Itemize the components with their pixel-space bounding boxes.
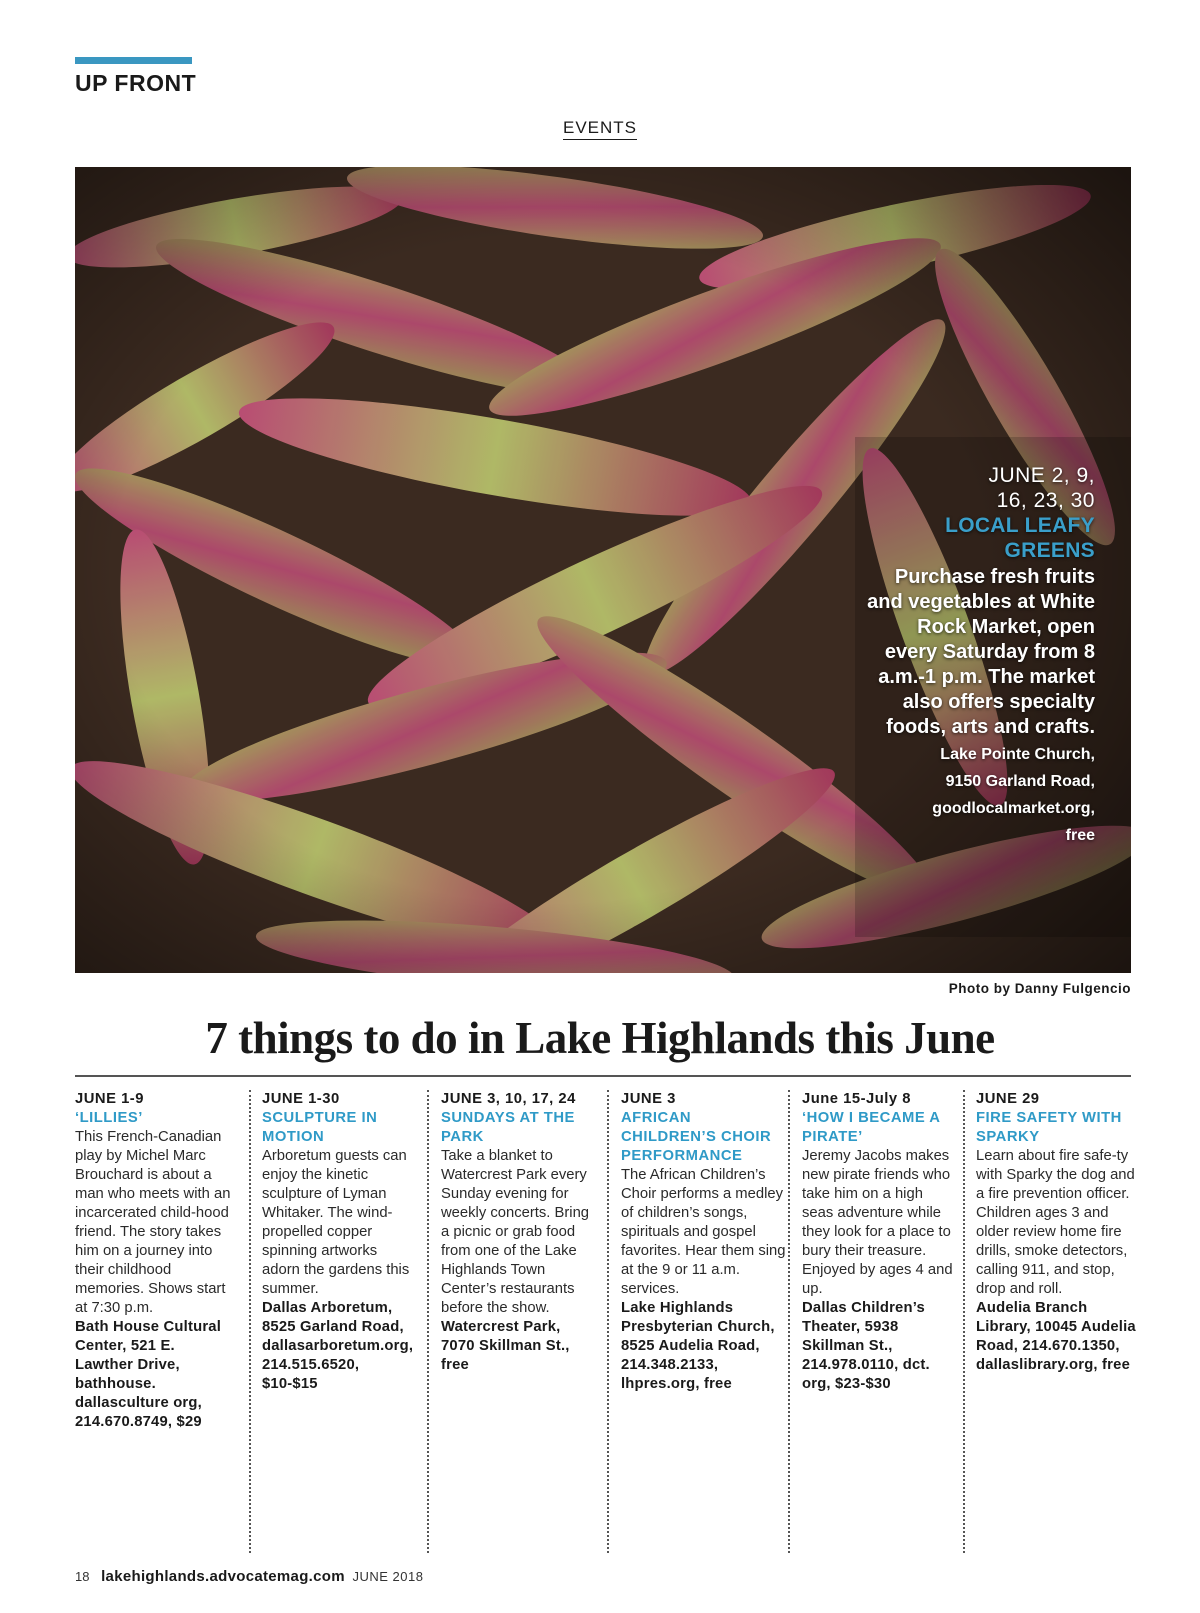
event-description: Take a blanket to Watercrest Park every Sunday evening for weekly concerts. Bring a picnic or grab food from one of the Lake Highlands Town Center’s restaurants before the show. — [441, 1148, 590, 1316]
photo-credit: Photo by Danny Fulgencio — [948, 981, 1131, 996]
event-title: ‘LILLIES’ — [75, 1110, 143, 1126]
page-number: 18 — [75, 1569, 90, 1584]
issue-date: JUNE 2018 — [352, 1569, 424, 1584]
event-info: Dallas Children’s Theater, 5938 Skillman St., 214.978.0110, dct. org, $23-$30 — [802, 1300, 930, 1392]
event-description: The African Children’s Choir performs a medley of children’s songs, spirituals and gospel favorites. Hear them sing at the 9 or 11 a.m. services. — [621, 1167, 786, 1297]
event-column-2 — [262, 1090, 417, 1394]
page-footer — [75, 1568, 423, 1585]
event-column-1 — [75, 1090, 235, 1432]
event-description: Arboretum guests can enjoy the kinetic sculpture of Lyman Whitaker. The wind-propelled copper spinning artworks adorn the gardens this summer. — [262, 1148, 410, 1297]
feature-photo — [75, 167, 1131, 973]
event-title: SCULPTURE IN MOTION — [262, 1110, 378, 1145]
event-title: ‘HOW I BECAME A PIRATE’ — [802, 1110, 940, 1145]
category-label — [0, 118, 1200, 138]
event-column-6 — [976, 1090, 1136, 1375]
feature-date-line-2: 16, 23, 30 — [996, 489, 1095, 512]
event-description: This French-Canadian play by Michel Marc Brouchard is about a man who meets with an incarcerated child-hood friend. The story takes him on a journey into their childhood memories. Shows start at 7:30 p.m. — [75, 1129, 231, 1316]
event-info: Audelia Branch Library, 10045 Audelia Road, 214.670.1350, dallaslibrary.org, free — [976, 1300, 1136, 1373]
headline-rule — [75, 1075, 1131, 1077]
event-description: Jeremy Jacobs makes new pirate friends who take him on a high seas adventure while they look for a place to bury their treasure. Enjoyed by ages 4 and up. — [802, 1148, 953, 1297]
column-divider — [788, 1090, 790, 1553]
column-divider — [249, 1090, 251, 1553]
feature-info-line-1: Lake Pointe Church, — [940, 746, 1095, 763]
event-column-4 — [621, 1090, 786, 1394]
column-divider — [963, 1090, 965, 1553]
feature-title-line-1: LOCAL LEAFY — [945, 514, 1095, 537]
event-date: JUNE 1-9 — [75, 1091, 144, 1107]
feature-title-line-2: GREENS — [1004, 539, 1095, 562]
event-date: JUNE 1-30 — [262, 1091, 340, 1107]
event-column-3 — [441, 1090, 598, 1375]
event-info: Lake Highlands Presbyterian Church, 8525 Audelia Road, 214.348.2133, lhpres.org, free — [621, 1300, 775, 1392]
section-label: UP FRONT — [75, 70, 197, 96]
event-info: Watercrest Park, 7070 Skillman St., free — [441, 1319, 570, 1373]
feature-info-line-4: free — [1065, 827, 1095, 844]
category-label-text: EVENTS — [563, 118, 637, 140]
event-info: Dallas Arboretum, 8525 Garland Road, dallasarboretum.org, 214.515.6520, $10-$15 — [262, 1300, 414, 1392]
feature-date-line-1: JUNE 2, 9, — [988, 464, 1095, 487]
event-date: JUNE 29 — [976, 1091, 1040, 1107]
event-title: SUNDAYS AT THE PARK — [441, 1110, 575, 1145]
feature-description: Purchase fresh fruits and vegetables at White Rock Market, open every Saturday from 8 a.m.-1 p.m. The market also offers specialty foods, arts and crafts. — [867, 566, 1095, 738]
column-divider — [607, 1090, 609, 1553]
column-divider — [427, 1090, 429, 1553]
event-date: JUNE 3 — [621, 1091, 676, 1107]
event-description: Learn about fire safe-ty with Sparky the dog and a fire prevention officer. Children ages 3 and older review home fire drills, smoke detectors, calling 911, and stop, drop and roll. — [976, 1148, 1135, 1297]
feature-info-line-3: goodlocalmarket.org, — [932, 800, 1095, 817]
event-title: AFRICAN CHILDREN’S CHOIR PERFORMANCE — [621, 1110, 772, 1164]
page-headline: 7 things to do in Lake Highlands this June — [205, 1013, 995, 1063]
section-accent-bar — [75, 57, 192, 64]
site-url: lakehighlands.advocatemag.com — [101, 1568, 345, 1585]
event-date: June 15-July 8 — [802, 1091, 911, 1107]
event-title: FIRE SAFETY WITH SPARKY — [976, 1110, 1122, 1145]
event-info: Bath House Cultural Center, 521 E. Lawther Drive, bathhouse. dallasculture org, 214.670.8749, $29 — [75, 1319, 222, 1430]
feature-event-caption — [865, 463, 1095, 848]
event-column-5 — [802, 1090, 957, 1394]
feature-info-line-2: 9150 Garland Road, — [945, 773, 1095, 790]
event-date: JUNE 3, 10, 17, 24 — [441, 1091, 576, 1107]
